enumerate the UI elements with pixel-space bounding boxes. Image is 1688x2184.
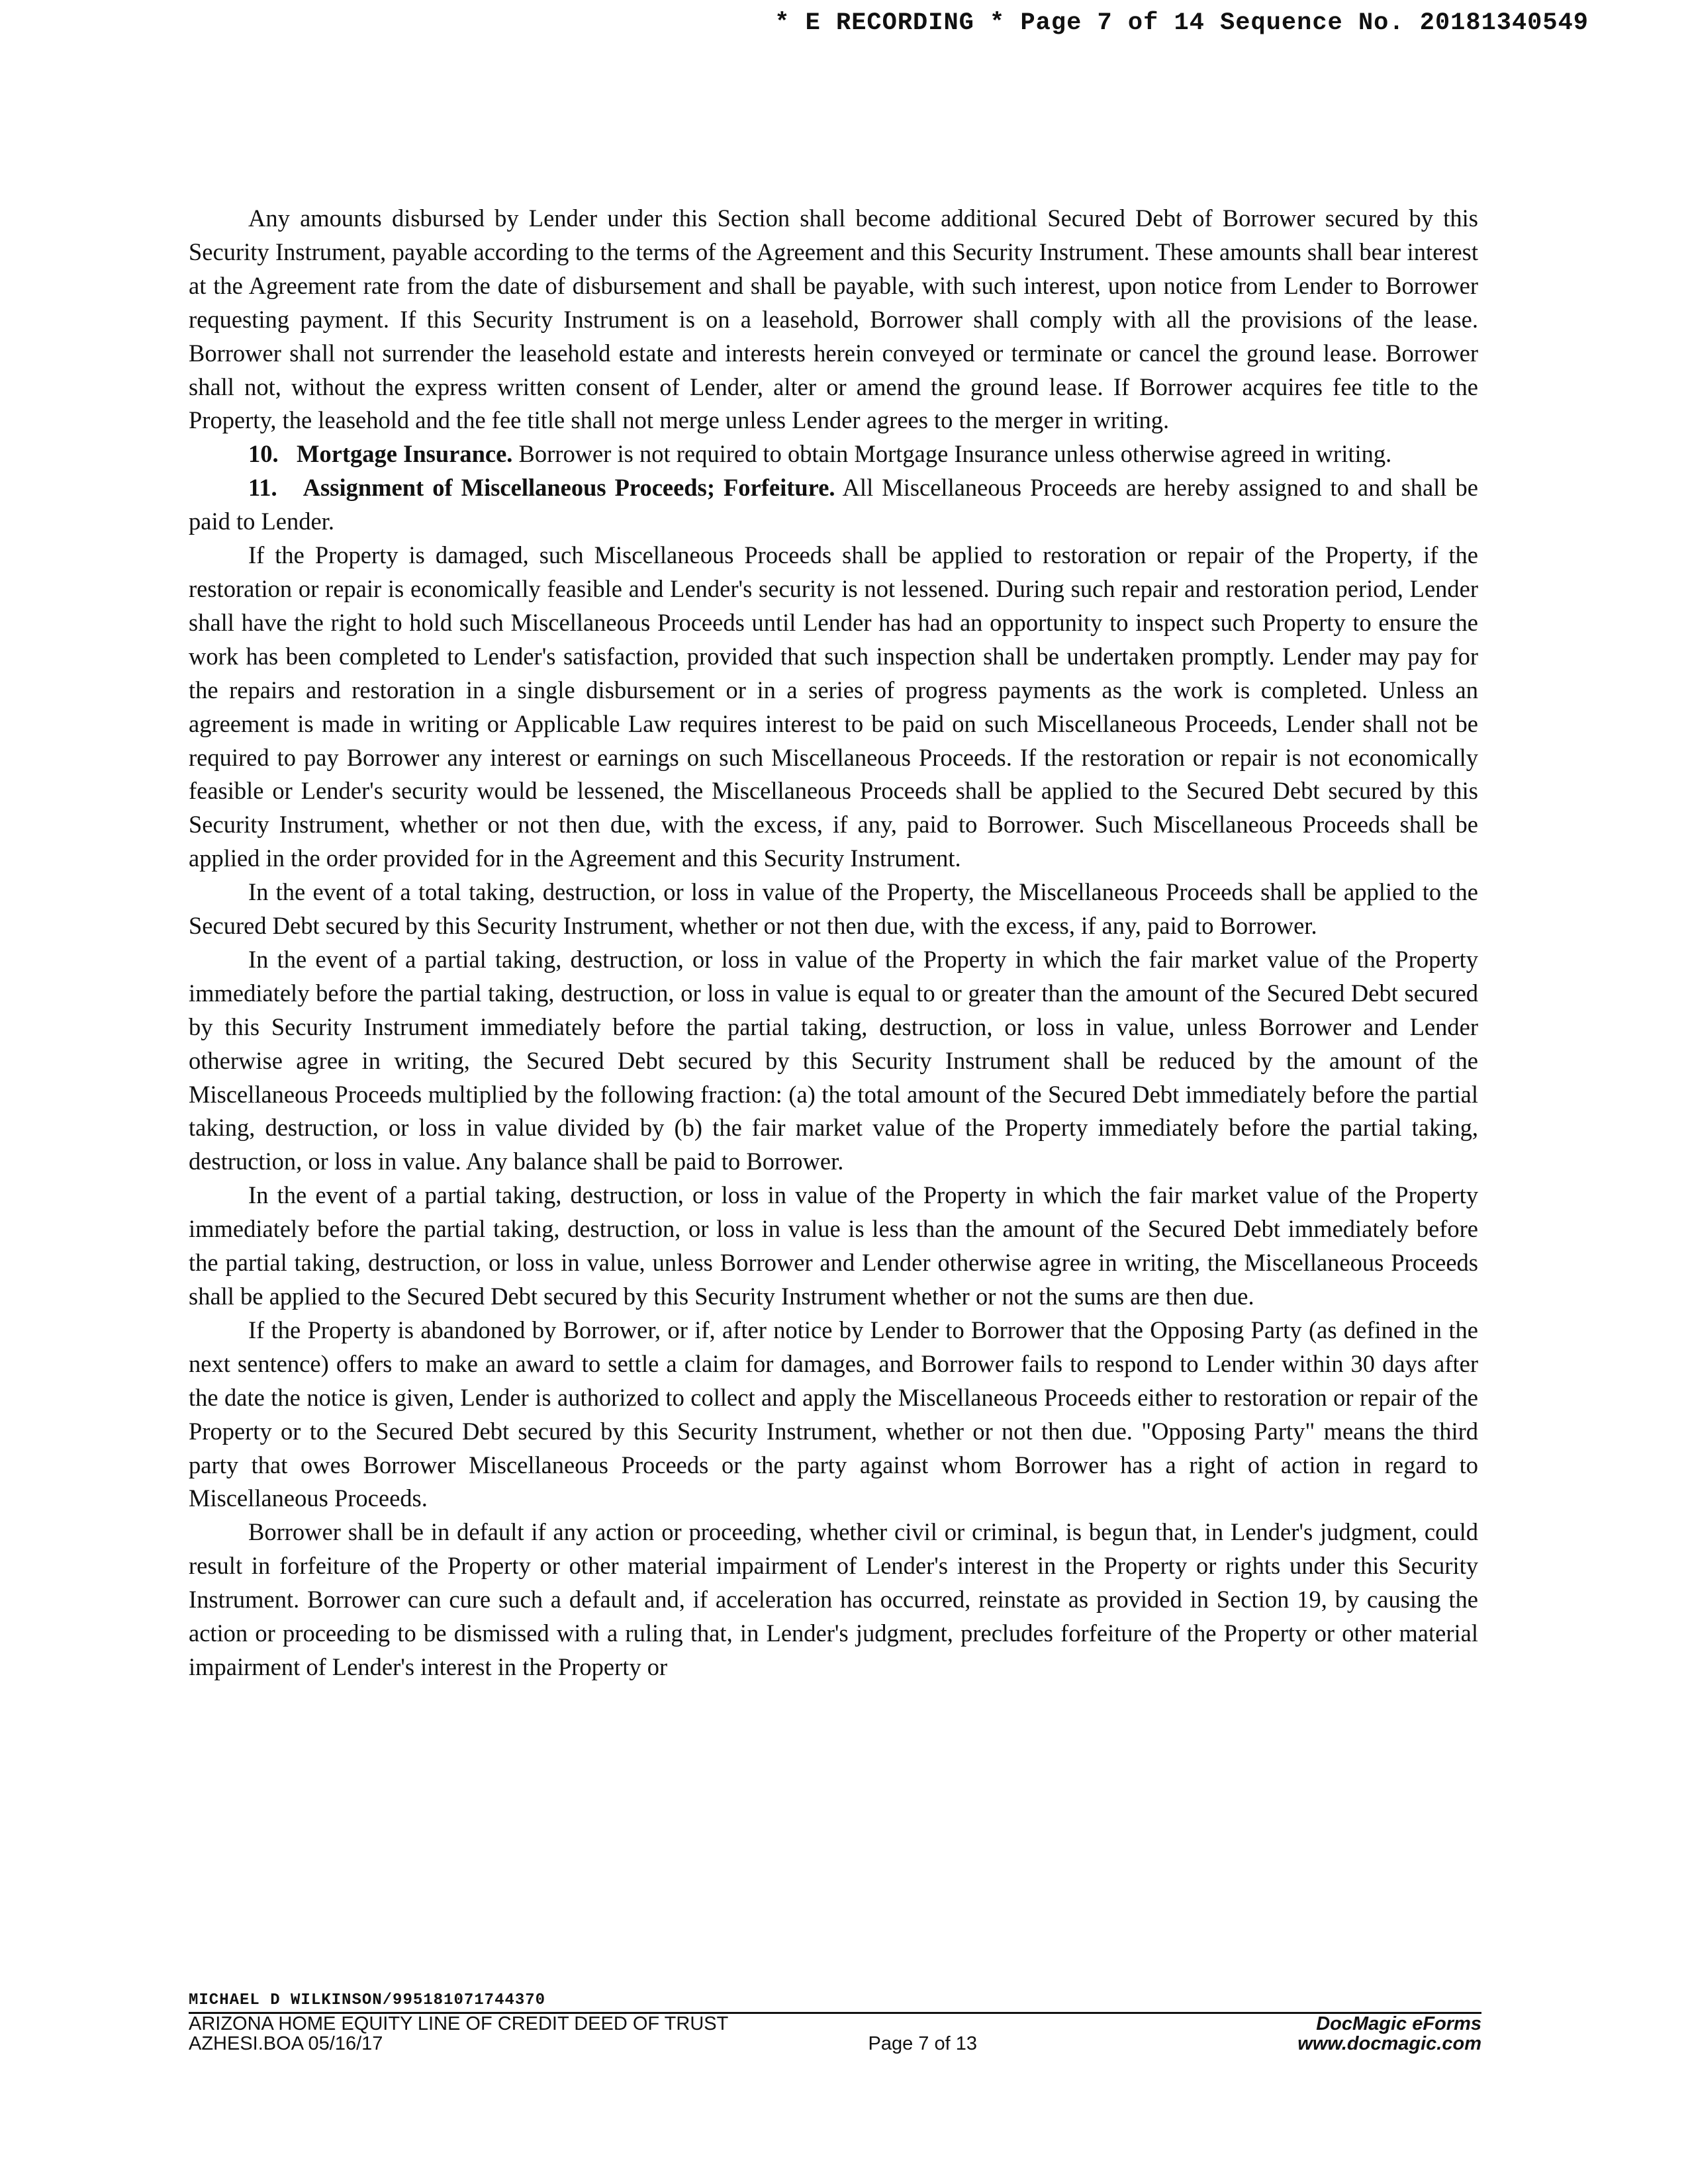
document-body [189,202,1478,1684]
section-11-text: All Miscellaneous Proceeds are hereby assigned to and shall be paid to Lender. [189,474,1478,535]
docmagic-website: www.docmagic.com [1297,2033,1481,2054]
section-10 [189,437,1478,471]
page-footer [189,1991,1481,2054]
section-10-title: Mortgage Insurance. [297,440,513,468]
paragraph-partial-taking-less: In the event of a partial taking, destruction, or loss in value of the Property in which the fair market value of the Property immediately before the partial taking, destruction, or loss in value is less than the amount of the Secured Debt immediately before the partial taking, destruction, or loss in value, unless Borrower and Lender otherwise agree in writing, the Miscellaneous Proceeds shall be applied to the Secured Debt secured by this Security Instrument whether or not the sums are then due. [189,1181,1478,1310]
footer-page-number: Page 7 of 13 [868,2033,977,2054]
footer-form-info [189,2014,784,2054]
paragraph-partial-taking-greater: In the event of a partial taking, destruction, or loss in value of the Property in which the fair market value of the Property immediately before the partial taking, destruction, or loss in value is equal to or greater than the amount of the Secured Debt secured by this Security Instrument immediately before the partial taking, destruction, or loss in value, unless Borrower and Lender otherwise agree in writing, the Secured Debt secured by this Security Instrument shall be reduced by the amount of the Miscellaneous Proceeds multiplied by the following fraction: (a) the total amount of the Secured Debt immediately before the partial taking, destruction, or loss in value divided by (b) the fair market value of the Property immediately before the partial taking, destruction, or loss in value. Any balance shall be paid to Borrower. [189,945,1478,1175]
form-code: AZHESI.BOA 05/16/17 [189,2033,383,2054]
section-11 [189,471,1478,539]
form-title: ARIZONA HOME EQUITY LINE OF CREDIT DEED OF TRUST [189,2013,729,2034]
section-11-title: Assignment of Miscellaneous Proceeds; Forfeiture. [303,474,835,502]
footer-brand [1217,2014,1481,2054]
paragraph-total-taking: In the event of a total taking, destruction, or loss in value of the Property, the Miscellaneous Proceeds shall be applied to the Secured Debt secured by this Security Instrument, whether or not then due, with the excess, if any, paid to Borrower. [189,878,1478,940]
recording-stamp: * E RECORDING * Page 7 of 14 Sequence No. 20181340549 [774,9,1589,37]
borrower-loan-id: MICHAEL D WILKINSON/995181071744370 [189,1991,546,2009]
footer-info-row [189,2014,1481,2054]
paragraph-property-damaged: If the Property is damaged, such Miscellaneous Proceeds shall be applied to restoration or repair of the Property, if the restoration or repair is economically feasible and Lender's security is not lessened. During such repair and restoration period, Lender shall have the right to hold such Miscellaneous Proceeds until Lender has had an opportunity to inspect such Property to ensure the work has been completed to Lender's satisfaction, provided that such inspection shall be undertaken promptly. Lender may pay for the repairs and restoration in a single disbursement or in a series of progress payments as the work is completed. Unless an agreement is made in writing or Applicable Law requires interest to be paid on such Miscellaneous Proceeds, Lender shall not be required to pay Borrower any interest or earnings on such Miscellaneous Proceeds. If the restoration or repair is not economically feasible or Lender's security would be lessened, the Miscellaneous Proceeds shall be applied to the Secured Debt secured by this Security Instrument, whether or not then due, with the excess, if any, paid to Borrower. Such Miscellaneous Proceeds shall be applied in the order provided for in the Agreement and this Security Instrument. [189,541,1478,872]
section-11-number: 11. [248,474,277,502]
paragraph-disbursed-amounts: Any amounts disbursed by Lender under this Section shall become additional Secured Debt of Borrower secured by this Security Instrument, payable according to the terms of the Agreement and this Security Instrument. These amounts shall bear interest at the Agreement rate from the date of disbursement and shall be payable, with such interest, upon notice from Lender to Borrower requesting payment. If this Security Instrument is on a leasehold, Borrower shall comply with all the provisions of the lease. Borrower shall not surrender the leasehold estate and interests herein conveyed or terminate or cancel the ground lease. Borrower shall not, without the express written consent of Lender, alter or amend the ground lease. If Borrower acquires fee title to the Property, the leasehold and the fee title shall not merge unless Lender agrees to the merger in writing. [189,205,1478,434]
docmagic-logo: DocMagic eForms [1316,2013,1481,2034]
paragraph-property-abandoned: If the Property is abandoned by Borrower, or if, after notice by Lender to Borrower that the Opposing Party (as defined in the next sentence) offers to make an award to settle a claim for damages, and Borrower fails to respond to Lender within 30 days after the date the notice is given, Lender is authorized to collect and apply the Miscellaneous Proceeds either to restoration or repair of the Property or to the Secured Debt secured by this Security Instrument, whether or not then due. "Opposing Party" means the third party that owes Borrower Miscellaneous Proceeds or the party against whom Borrower has a right of action in regard to Miscellaneous Proceeds. [189,1316,1478,1512]
section-10-number: 10. [248,440,279,468]
section-10-text: Borrower is not required to obtain Mortgage Insurance unless otherwise agreed in writing. [518,440,1392,468]
paragraph-borrower-default: Borrower shall be in default if any action or proceeding, whether civil or criminal, is begun that, in Lender's judgment, could result in forfeiture of the Property or other material impairment of Lender's interest in the Property or rights under this Security Instrument. Borrower can cure such a default and, if acceleration has occurred, reinstate as provided in Section 19, by causing the action or proceeding to be dismissed with a ruling that, in Lender's judgment, precludes forfeiture of the Property or other material impairment of Lender's interest in the Property or [189,1518,1478,1680]
